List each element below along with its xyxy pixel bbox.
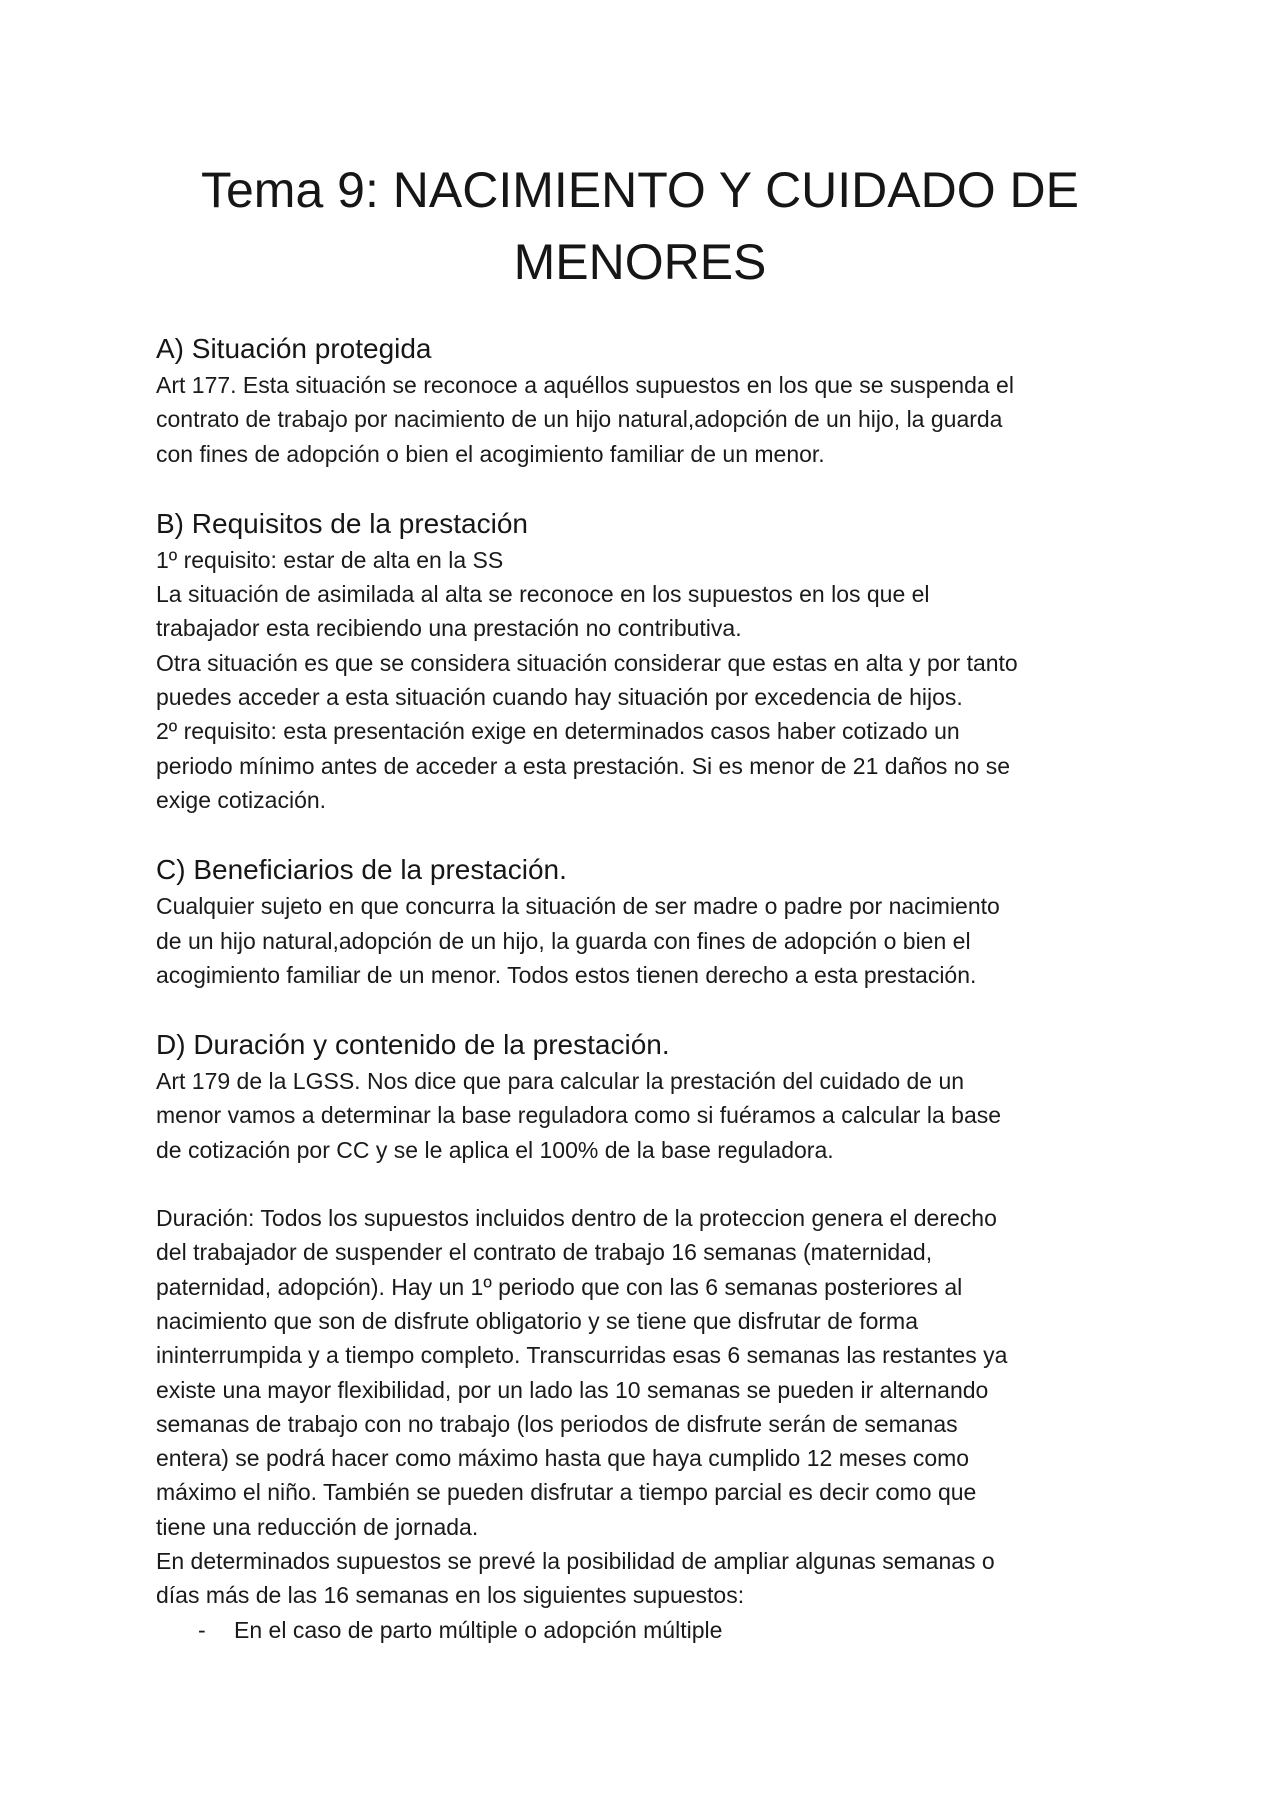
page-title: [150, 154, 1130, 298]
section-situacion-protegida: [156, 330, 1136, 471]
section-heading: A) Situación protegida: [156, 333, 432, 364]
section-heading: D) Duración y contenido de la prestación.: [156, 1029, 670, 1061]
section-beneficiarios: [156, 851, 1136, 992]
section-paragraph: Art 179 de la LGSS. Nos dice que para calcular la prestación del cuidado de un menor vamos a determinar la base reguladora como si fuéramos a calcular la base de cotización por CC y se le aplica el 100% de la base reguladora.: [156, 1068, 1002, 1163]
section-heading: C) Beneficiarios de la prestación.: [156, 854, 567, 886]
document-body: [156, 330, 1136, 1681]
list-item: [156, 1613, 1136, 1647]
page-title-line-1: Tema 9: NACIMIENTO Y CUIDADO DE: [201, 162, 1079, 218]
section-paragraph-duracion: Duración: Todos los supuestos incluidos dentro de la proteccion genera el derecho del trabajador de suspender el contrato de trabajo 16 semanas (maternidad, paternidad, adopción). Hay un 1º periodo que con las 6 semanas posteriores al nacimiento que son de disfrute obligatorio y se tiene que disfrutar de forma ininterrumpida y a tiempo completo. Transcurridas esas 6 semanas las restantes ya existe una mayor flexibilidad, por un lado las 10 semanas se pueden ir alternando semanas de trabajo con no trabajo (los periodos de disfrute serán de semanas entera) se podrá hacer como máximo hasta que haya cumplido 12 meses como máximo el niño. También se pueden disfrutar a tiempo parcial es decir como que tiene una reducción de jornada. En determinados supuestos se prevé la posibilidad de ampliar algunas semanas o días más de las 16 semanas en los siguientes supuestos:: [156, 1205, 1008, 1609]
section-paragraph: Cualquier sujeto en que concurra la situación de ser madre o padre por nacimiento de un hijo natural,adopción de un hijo, la guarda con fines de adopción o bien el acogimiento familiar de un menor. Todos estos tienen derecho a esta prestación.: [156, 893, 1000, 988]
section-requisitos: [156, 505, 1136, 817]
section-paragraph: 1º requisito: estar de alta en la SS La situación de asimilada al alta se reconoce en los supuestos en los que el trabajador esta recibiendo una prestación no contributiva. Otra situación es que se considera situación considerar que estas en alta y por tanto puedes acceder a esta situación cuando hay situación por excedencia de hijos. 2º requisito: esta presentación exige en determinados casos haber cotizado un periodo mínimo antes de acceder a esta prestación. Si es menor de 21 daños no se exige cotización.: [156, 546, 1018, 813]
section-heading: B) Requisitos de la prestación: [156, 507, 528, 539]
dash-bullet: -: [198, 1616, 206, 1643]
page-title-line-2: MENORES: [513, 234, 767, 290]
dash-list: [156, 1613, 1136, 1647]
section-paragraph: Art 177. Esta situación se reconoce a aquéllos supuestos en los que se suspenda el contrato de trabajo por nacimiento de un hijo natural,adopción de un hijo, la guarda con fines de adopción o bien el acogimiento familiar de un menor.: [156, 372, 1014, 467]
section-duracion-contenido: [156, 1026, 1136, 1647]
list-item-text: En el caso de parto múltiple o adopción múltiple: [234, 1616, 723, 1643]
